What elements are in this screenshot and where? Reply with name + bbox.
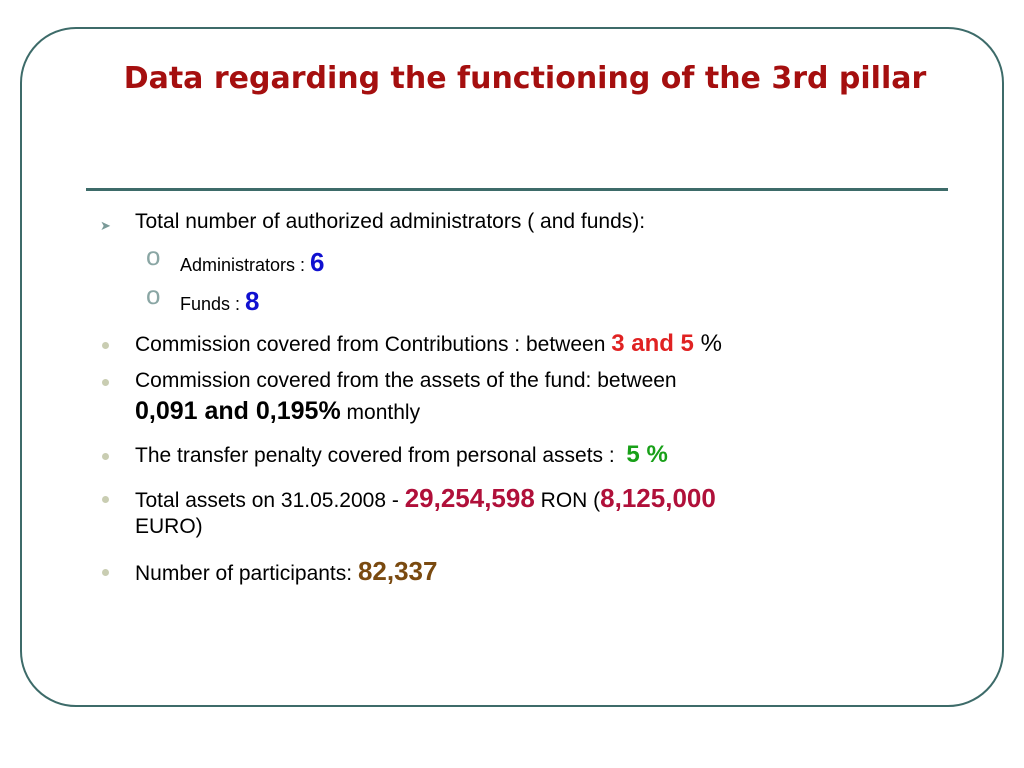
circle-o-bullet-icon: o	[146, 280, 161, 310]
bullet-text: The transfer penalty covered from personal assets :	[135, 444, 621, 467]
bullet-text: Commission covered from the assets of the fund: between	[135, 369, 677, 392]
eur-text: EURO)	[135, 515, 203, 538]
sub-bullet-funds	[100, 280, 980, 317]
dot-bullet-icon	[102, 379, 109, 386]
title-divider	[86, 188, 948, 191]
administrators-value: 6	[310, 247, 325, 277]
bullet-list	[100, 209, 980, 587]
bullet-text: Commission covered from Contributions : between	[135, 333, 612, 356]
funds-label: Funds :	[180, 294, 246, 314]
circle-o-bullet-icon: o	[146, 241, 161, 271]
dot-bullet-icon	[102, 496, 109, 503]
slide-title: Data regarding the functioning of the 3rd pillar	[123, 61, 927, 96]
bullet-commission-contributions	[100, 331, 980, 358]
bullet-text: Total number of authorized administrators ( and funds):	[135, 210, 646, 233]
transfer-penalty-value: 5 %	[626, 441, 668, 468]
dot-bullet-icon	[102, 569, 109, 576]
sub-bullet-administrators	[100, 241, 980, 278]
commission-contrib-value: 3 and 5	[611, 330, 694, 357]
dot-bullet-icon	[102, 453, 109, 460]
commission-contrib-suffix: %	[693, 330, 722, 357]
participants-value: 82,337	[357, 556, 438, 586]
total-assets-eur-value: 8,125,000	[600, 483, 716, 513]
bullet-administrators-total	[100, 209, 980, 235]
total-assets-ron-value: 29,254,598	[404, 483, 535, 513]
bullet-total-assets	[100, 485, 980, 540]
commission-assets-suffix: monthly	[340, 401, 421, 424]
ron-text: RON (	[534, 489, 601, 512]
bullet-transfer-penalty	[100, 442, 980, 469]
administrators-label: Administrators :	[180, 255, 311, 275]
funds-value: 8	[245, 286, 260, 316]
bullet-commission-assets	[100, 368, 980, 426]
bullet-participants	[100, 558, 980, 587]
bullet-text: Total assets on 31.05.2008 -	[135, 489, 405, 512]
dot-bullet-icon	[102, 342, 109, 349]
arrow-bullet-icon: ➤	[100, 218, 111, 233]
bullet-text: Number of participants:	[135, 562, 358, 585]
commission-assets-value: 0,091 and 0,195%	[135, 397, 341, 425]
